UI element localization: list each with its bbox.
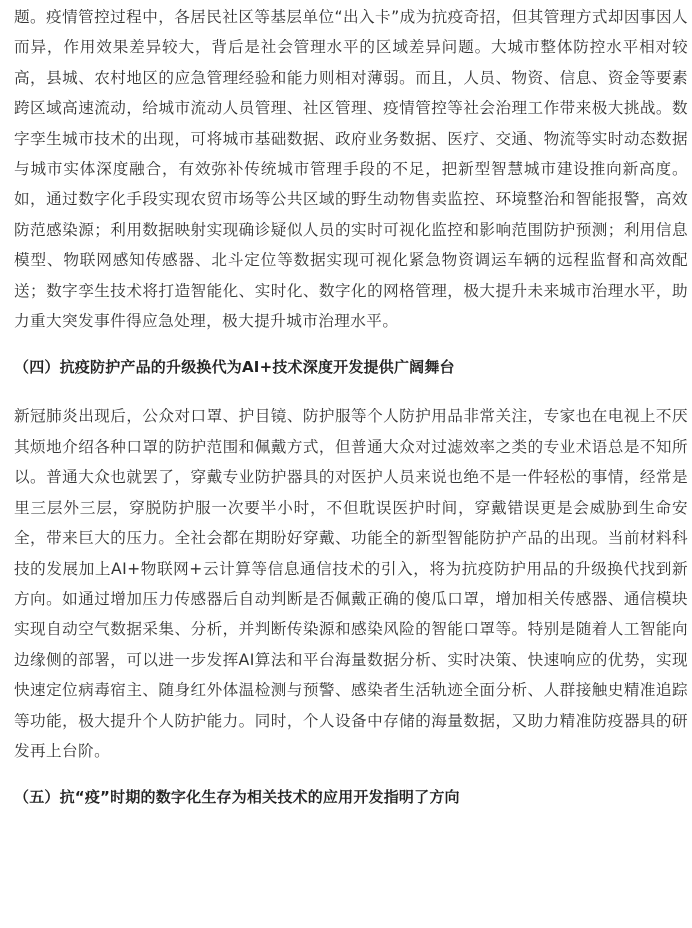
section-heading-5: （五）抗“疫”时期的数字化生存为相关技术的应用开发指明了方向: [14, 788, 460, 807]
article-paragraph: 新冠肺炎出现后，公众对口罩、护目镜、防护服等个人防护用品非常关注，专家也在电视上不厌其烦地介绍各种口罩的防护范围和佩戴方式，但普通大众对过滤效率之类的专业术语总是不知所以。普通大众也就罢了，穿戴专业防护器具的对医护人员来说也绝不是一件轻松的事情，经常是里三层外三层，穿脱防护服一次要半小时，不但耽误医护时间，穿戴错误更是会威胁到生命安全，带来巨大的压力。全社会都在期盼好穿戴、功能全的新型智能防护产品的出现。当前材料科技的发展加上AI+物联网+云计算等信息通信技术的引入，将为抗疫防护用品的升级换代找到新方向。如通过增加压力传感器后自动判断是否佩戴正确的傻瓜口罩，增加相关传感器、通信模块实现自动空气数据采集、分析，并判断传染源和感染风险的智能口罩等。特别是随着人工智能向边缘侧的部署，可以进一步发挥AI算法和平台海量数据分析、实时决策、快速响应的优势，实现快速定位病毒宿主、随身红外体温检测与预警、感染者生活轨迹全面分析、人群接触史精准追踪等功能，极大提升个人防护能力。同时，个人设备中存储的海量数据，又助力精准防疫器具的研发再上台阶。: [14, 407, 688, 760]
article-paragraph: 题。疫情管控过程中，各居民社区等基层单位“出入卡”成为抗疫奇招，但其管理方式却因事因人而异，作用效果差异较大，背后是社会管理水平的区域差异问题。大城市整体防控水平相对较高，县城、农村地区的应急管理经验和能力则相对薄弱。而且，人员、物资、信息、资金等要素跨区域高速流动，给城市流动人员管理、社区管理、疫情管控等社会治理工作带来极大挑战。数字孪生城市技术的出现，可将城市基础数据、政府业务数据、医疗、交通、物流等实时动态数据与城市实体深度融合，有效弥补传统城市管理手段的不足，把新型智慧城市建设推向新高度。如，通过数字化手段实现农贸市场等公共区域的野生动物售卖监控、环境整治和智能报警，高效防范感染源；利用数据映射实现确诊疑似人员的实时可视化监控和影响范围防护预测；利用信息模型、物联网感知传感器、北斗定位等数据实现可视化紧急物资调运车辆的远程监督和高效配送；数字孪生技术将打造智能化、实时化、数字化的网格管理，极大提升未来城市治理水平，助力重大突发事件得应急处理，极大提升城市治理水平。: [14, 8, 688, 331]
section-heading-4: （四）抗疫防护产品的升级换代为AI+技术深度开发提供广阔舞台: [14, 358, 455, 377]
